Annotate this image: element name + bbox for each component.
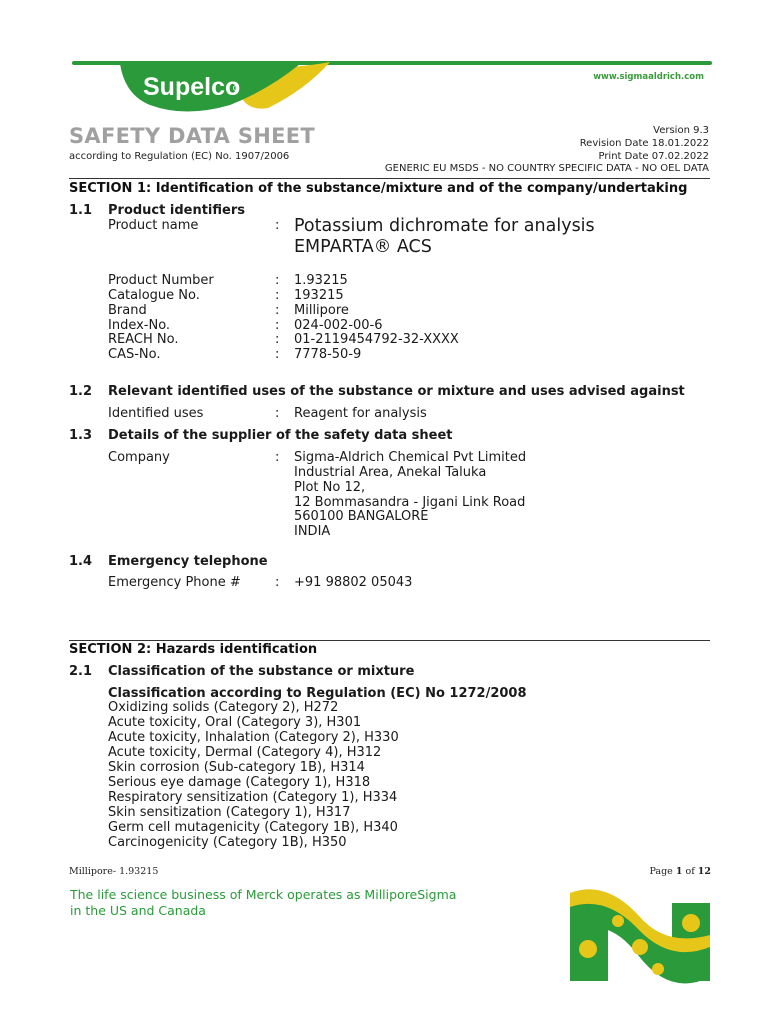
merck-note: The life science business of Merck operates as MilliporeSigma in the US and Canada (70, 887, 457, 918)
list-item: Skin corrosion (Sub-category 1B), H314 (108, 760, 365, 775)
address-line: 560100 BANGALORE (294, 509, 429, 524)
field-label: REACH No. (108, 332, 179, 347)
identified-uses-label: Identified uses (108, 406, 204, 421)
field-label: Product Number (108, 273, 214, 288)
s13-title: Details of the supplier of the safety data sheet (108, 428, 453, 443)
field-value: 01-2119454792-32-XXXX (294, 332, 459, 347)
address-line: Sigma-Aldrich Chemical Pvt Limited (294, 450, 527, 465)
s21-title: Classification of the substance or mixture (108, 664, 415, 679)
field-value: 024-002-00-6 (294, 318, 383, 333)
product-name-label: Product name (108, 218, 199, 233)
product-name-line2: EMPARTA® ACS (294, 237, 432, 257)
version-text: Version 9.3 (653, 125, 709, 136)
list-item: Germ cell mutagenicity (Category 1B), H340 (108, 820, 398, 835)
classification-subtitle: Classification according to Regulation (EC) No 1272/2008 (108, 686, 527, 701)
divider (69, 178, 710, 179)
s13-number: 1.3 (69, 428, 93, 443)
logo-text: Supelco (143, 73, 241, 101)
s14-number: 1.4 (69, 554, 93, 569)
section1-title: SECTION 1: Identification of the substance/mixture and of the company/undertaking (69, 181, 688, 196)
field-value: Millipore (294, 303, 349, 318)
emergency-phone-label: Emergency Phone # (108, 575, 241, 590)
colon: : (275, 318, 280, 333)
list-item: Skin sensitization (Category 1), H317 (108, 805, 351, 820)
colon: : (275, 288, 280, 303)
list-item: Respiratory sensitization (Category 1), H334 (108, 790, 398, 805)
address-line: Industrial Area, Anekal Taluka (294, 465, 487, 480)
address-line: INDIA (294, 524, 331, 539)
page-current: 1 (675, 866, 683, 877)
list-item: Serious eye damage (Category 1), H318 (108, 775, 371, 790)
list-item: Acute toxicity, Inhalation (Category 2), H330 (108, 730, 399, 745)
website-link[interactable]: www.sigmaaldrich.com (593, 72, 704, 82)
divider (69, 640, 710, 641)
revision-date: Revision Date 18.01.2022 (579, 138, 709, 149)
print-date: Print Date 07.02.2022 (598, 151, 709, 162)
list-item: Acute toxicity, Dermal (Category 4), H312 (108, 745, 382, 760)
colon: : (275, 347, 280, 362)
regulation-text: according to Regulation (EC) No. 1907/2006 (69, 151, 290, 162)
supelco-logo (0, 50, 768, 120)
address-line: Plot No 12, (294, 480, 366, 495)
field-label: CAS-No. (108, 347, 161, 362)
s12-number: 1.2 (69, 384, 93, 399)
colon: : (275, 332, 280, 347)
product-name-value (294, 216, 595, 258)
colon: : (275, 218, 280, 233)
company-label: Company (108, 450, 170, 465)
address-line: 12 Bommasandra - Jigani Link Road (294, 495, 526, 510)
list-item: Carcinogenicity (Category 1B), H350 (108, 835, 347, 850)
generic-note: GENERIC EU MSDS - NO COUNTRY SPECIFIC DATA - NO OEL DATA (384, 163, 709, 174)
section2-title: SECTION 2: Hazards identification (69, 642, 318, 657)
page-of: of (685, 866, 695, 877)
field-label: Index-No. (108, 318, 171, 333)
field-label: Brand (108, 303, 147, 318)
s11-title: Product identifiers (108, 203, 245, 218)
s14-title: Emergency telephone (108, 554, 268, 569)
page-total: 12 (697, 866, 711, 877)
list-item: Oxidizing solids (Category 2), H272 (108, 700, 339, 715)
s21-number: 2.1 (69, 664, 93, 679)
field-value: 193215 (294, 288, 344, 303)
list-item: Acute toxicity, Oral (Category 3), H301 (108, 715, 362, 730)
colon: : (275, 273, 280, 288)
classification-list (108, 700, 399, 850)
colon: : (275, 303, 280, 318)
page-indicator (649, 866, 711, 877)
field-value: 1.93215 (294, 273, 348, 288)
merck-logo (566, 885, 714, 985)
identified-uses-value: Reagent for analysis (294, 406, 427, 421)
s11-number: 1.1 (69, 203, 93, 218)
footer-product-ref: Millipore- 1.93215 (69, 866, 159, 877)
product-name-line1: Potassium dichromate for analysis (294, 216, 595, 236)
emergency-phone-value: +91 98802 05043 (294, 575, 413, 590)
colon: : (275, 575, 280, 590)
field-value: 7778-50-9 (294, 347, 362, 362)
s12-title: Relevant identified uses of the substance or mixture and uses advised against (108, 384, 685, 399)
field-label: Catalogue No. (108, 288, 200, 303)
page-label: Page (649, 866, 673, 877)
colon: : (275, 450, 280, 465)
document-title: SAFETY DATA SHEET (69, 124, 316, 148)
colon: : (275, 406, 280, 421)
